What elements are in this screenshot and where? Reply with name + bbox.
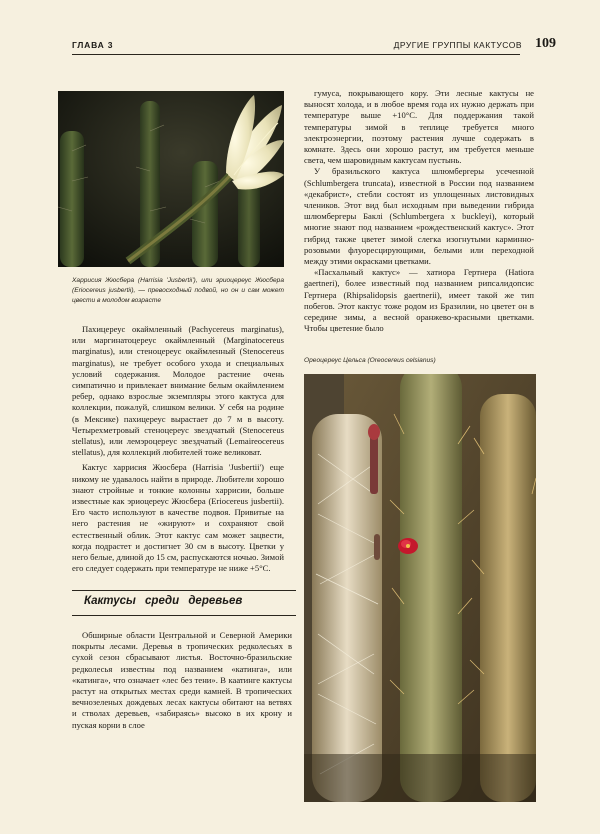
column-right-text (304, 88, 534, 334)
section-heading: Кактусы среди деревьев (84, 595, 243, 607)
harrisia-photo (58, 91, 284, 267)
oreocereus-photo-image (304, 374, 536, 802)
section-rule-top (72, 590, 296, 591)
harrisia-caption: Харрисия Жюсбера (Harrisia 'Jusbertii'), или эриоцереус Жюсбера (Eriocereus jusbertii), — превосходный подвой, но он и сам может цвести в молодом возрасте (72, 277, 284, 305)
harrisia-photo-image (58, 91, 284, 267)
paragraph-harrisia: Кактус харрисия Жюсбера (Harrisia 'Jusbertii') еще никому не удавалось найти в природе. Любители хорошо знают стройные и тонкие колонны харрисии, больше известные как эриоцереус Жюсбера (Eriocereus jusbertii). Его часто используют в качестве подвоя. Привитые на него растения не «жируют» и сохраняют свой естественный облик. Этот кактус сам может зацвести, когда подрастет и достигнет 30 см в высоту. Цветки у него белые, длиной до 15 см, распускаются ночью. Зимой его следует содержать при температуре не ниже +5°С. (72, 462, 284, 574)
section-rule-bottom (72, 615, 296, 616)
paragraph-forest-cacti: гумуса, покрывающего кору. Эти лесные кактусы не выносят холода, и в любое время года их нужно держать при температуре выше +10°С. Для поддержания такой температуры зимой в теплице требуется много электроэнергии, поэтому растения лучше содержать в комнате. Здесь они хорошо растут, им требуется меньше света, чем шаровидным кактусам пустынь. (304, 88, 534, 166)
oreocereus-caption: Ореоцереус Цельса (Oreocereus celsianus) (304, 357, 436, 364)
paragraph-schlumbergera: У бразильского кактуса шлюмбергеры усеченной (Schlumbergera truncata), известной в России под названием «декабрист», стебли состоят из уплощенных листовидных члеников. Этот вид был исходным при выведении гибрида шлюмбергеры Баклi (Schlumbergera x buckleyi), который многие знают под названием «рождественский кактус». Этот гибрид также цветет зимой слегка изогнутыми карминно-розовыми флуоресцирующими, белыми или переходной между этими окрасками цветками. (304, 166, 534, 267)
paragraph-pachycereus: Пахицереус окаймленный (Pachycereus marginatus), или маргинатоцереус окаймленный (Marginatocereus marginatus), или стеноцереус окаймленный (Stenocereus marginatus), не требует особого ухода и специальных условий содержания. Молодое растение очень симпатично и привлекает внимание белым окаймлением ребер, однако взрослые экземпляры этого кактуса для коллекции, пожалуй, слишком велики. У себя на родине (в Мексике) пахицереус вырастает до 7 м в высоту. Четырехметровый стеноцереус звездчатый (Stenocereus stellatus), или лемэроцереус звездчатый (Lemaireocereus stellatus), для коллекций любителей тоже великоват. (72, 324, 284, 458)
paragraph-hatiora: «Пасхальный кактус» — хатиора Гертнера (Hatiora gaertneri), более известный под названием рипсалидопсис Гертнера (Rhipsalidopsis gaertnerii), имеет такой же тип побегов. Этот кактус тоже родом из Бразилии, но цветет он в середине зимы, а весной оранжево-красными цветками. Чтобы цветение было (304, 267, 534, 334)
running-section-title: ДРУГИЕ ГРУППЫ КАКТУСОВ (393, 40, 522, 50)
header-rule (72, 54, 520, 55)
chapter-label: ГЛАВА 3 (72, 40, 114, 50)
page-number: 109 (535, 36, 556, 51)
column-left-text (72, 324, 284, 574)
column-bottom-left-text (72, 630, 292, 731)
oreocereus-photo (304, 374, 536, 802)
paragraph-forests: Обширные области Центральной и Северной Америки покрыты лесами. Деревья в тропических редколесьях в сухой сезон сбрасывают листья. Восточно-бразильские редколесья известны под названием «катинга», или «катинга», что означает «лес без тени». В каатинге кактусы растут на открытых местах среди камней. В тропических вечнозеленых дождевых лесах кактусы обитают на ветвях и стволах деревьев, «забираясь» высоко в их крону и пуская корни в слое (72, 630, 292, 730)
